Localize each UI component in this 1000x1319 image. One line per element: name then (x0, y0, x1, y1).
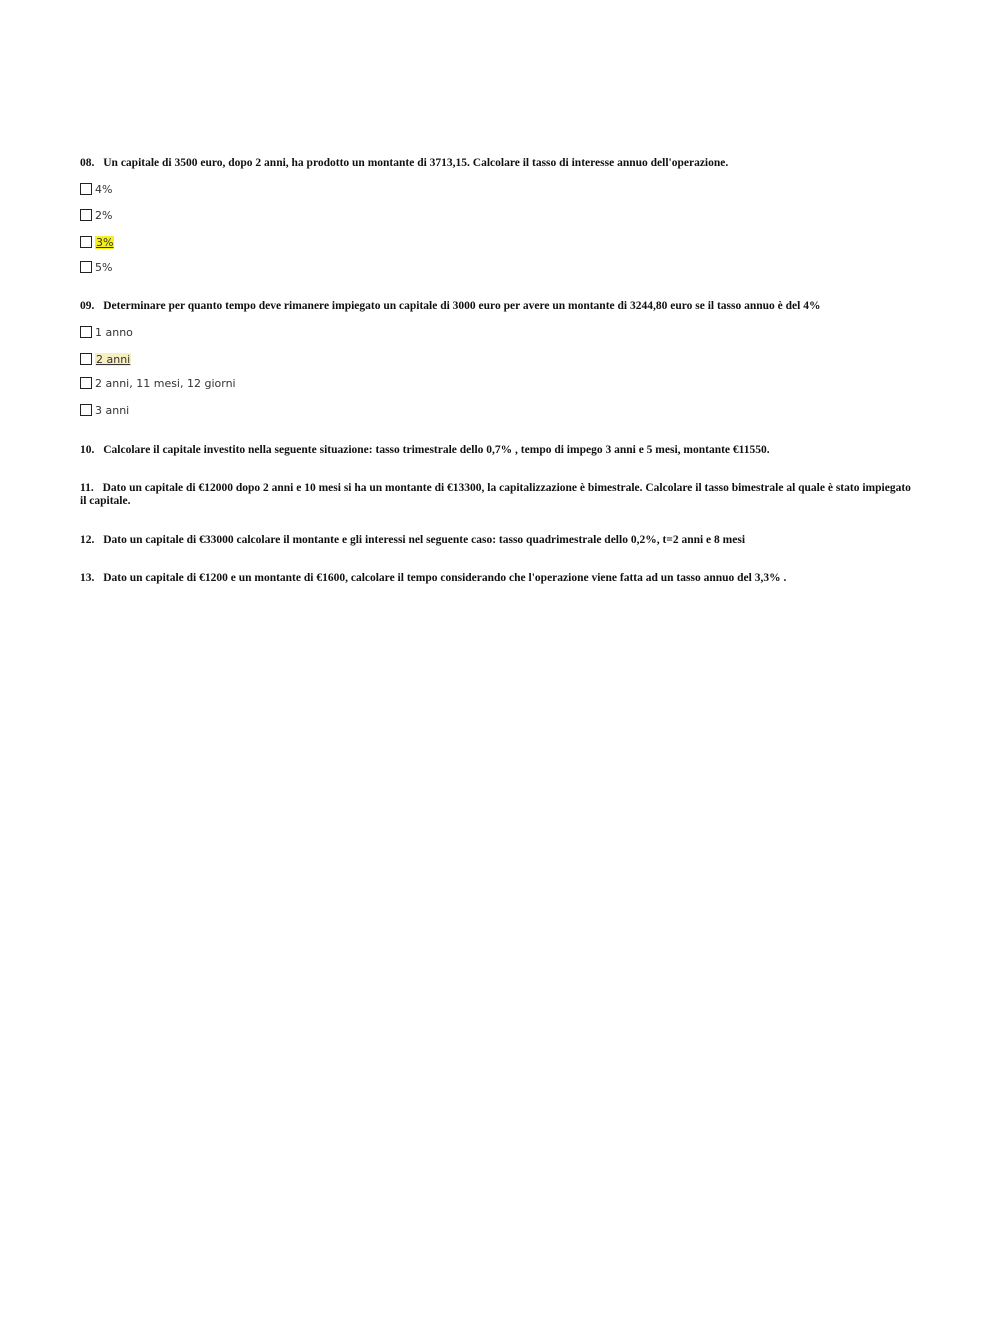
question-number: 13. (80, 572, 95, 584)
option-q09-1[interactable] (80, 324, 133, 340)
question-number: 11. (80, 482, 94, 494)
option-q08-3[interactable] (80, 234, 114, 250)
question-09 (80, 300, 920, 313)
checkbox[interactable] (80, 209, 92, 221)
checkbox[interactable] (80, 183, 92, 195)
question-text: Dato un capitale di €33000 calcolare il montante e gli interessi nel seguente caso: tasso quadrimestrale dello 0,2%, t=2 anni e 8 mesi (103, 534, 746, 546)
question-number: 12. (80, 534, 95, 546)
option-q08-1[interactable] (80, 181, 112, 197)
checkbox[interactable] (80, 404, 92, 416)
option-label: 5% (95, 260, 113, 274)
question-text: Determinare per quanto tempo deve rimanere impiegato un capitale di 3000 euro per avere un montante di 3244,80 euro se il tasso annuo è del 4% (103, 300, 821, 312)
question-number: 08. (80, 157, 95, 169)
option-q09-4[interactable] (80, 402, 129, 418)
question-10 (80, 444, 920, 457)
option-label: 1 anno (95, 325, 133, 339)
option-label: 2% (95, 208, 113, 222)
checkbox[interactable] (80, 261, 92, 273)
question-11 (80, 482, 920, 508)
checkbox[interactable] (80, 236, 92, 248)
question-text: Calcolare il capitale investito nella seguente situazione: tasso trimestrale dello 0,7% , tempo di impego 3 anni e 5 mesi, montante €11550. (103, 444, 770, 456)
option-label: 4% (95, 182, 113, 196)
question-text: Dato un capitale di €12000 dopo 2 anni e 10 mesi si ha un montante di €13300, la capitalizzazione è bimestrale. Calcolare il tasso bimestrale al quale è stato impiegato il capitale. (80, 482, 911, 507)
option-label: 2 anni, 11 mesi, 12 giorni (95, 376, 236, 390)
option-label-highlighted: 2 anni (96, 352, 131, 366)
checkbox[interactable] (80, 353, 92, 365)
option-q08-2[interactable] (80, 207, 112, 223)
checkbox[interactable] (80, 377, 92, 389)
option-label-highlighted: 3% (96, 235, 114, 249)
question-08 (80, 157, 920, 170)
question-number: 09. (80, 300, 95, 312)
option-q09-3[interactable] (80, 375, 236, 391)
question-12 (80, 534, 920, 547)
option-label: 3 anni (95, 403, 130, 417)
question-13 (80, 572, 920, 585)
question-number: 10. (80, 444, 95, 456)
question-text: Dato un capitale di €1200 e un montante di €1600, calcolare il tempo considerando che l'operazione viene fatta ad un tasso annuo del 3,3% . (103, 572, 787, 584)
checkbox[interactable] (80, 326, 92, 338)
option-q09-2[interactable] (80, 351, 131, 367)
question-text: Un capitale di 3500 euro, dopo 2 anni, ha prodotto un montante di 3713,15. Calcolare il tasso di interesse annuo dell'operazione. (103, 157, 729, 169)
option-q08-4[interactable] (80, 259, 112, 275)
